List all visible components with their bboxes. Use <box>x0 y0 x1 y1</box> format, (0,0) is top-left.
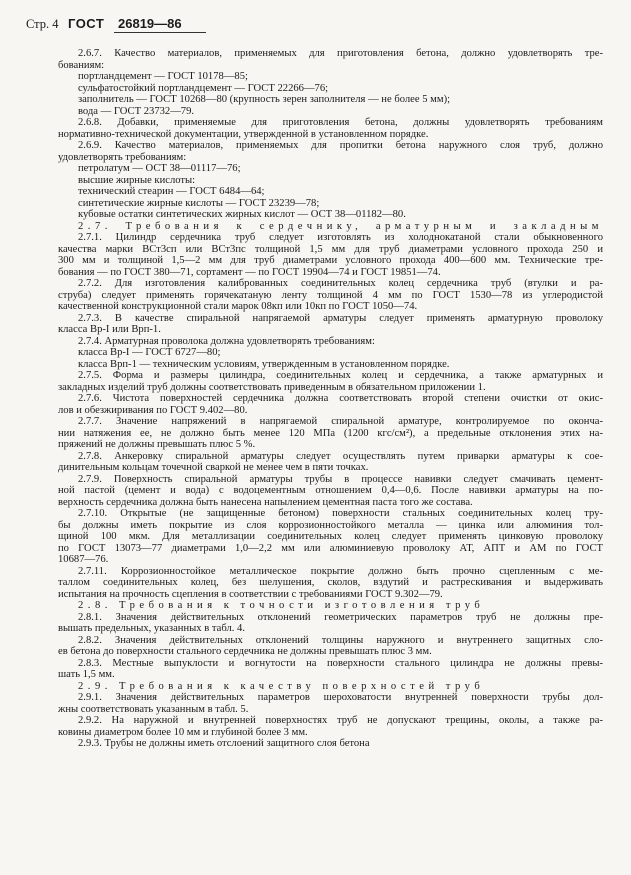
line-text: жны соответствовать указанным в табл. 5. <box>58 703 249 715</box>
line-text: струба) следует применять горячекатаную ленту толщиной 4 мм по ГОСТ 1530—78 из углеродистой <box>58 289 603 301</box>
line-text: 2.7.4. Арматурная проволока должна удовлетворять требованиям: <box>78 335 375 347</box>
line-text: динительным кольцам точечной сваркой не менее чем в пяти точках. <box>58 462 369 473</box>
text-line <box>58 301 603 313</box>
text-line <box>58 60 603 72</box>
text-line <box>58 658 603 670</box>
line-text: лов и обезжиривания по ГОСТ 9.402—80. <box>58 404 248 416</box>
text-line <box>58 370 603 382</box>
line-text: 2.7.5. Форма и размеры цилиндра, соединительных колец и сердечника, а также арматурных и <box>78 370 603 381</box>
line-text: 10687—76. <box>58 554 109 565</box>
text-line <box>58 359 603 371</box>
text-line <box>58 117 603 129</box>
line-text: 2.7.3. В качестве спиральной напрягаемой арматуры следует применять арматурную проволоку <box>78 312 603 324</box>
text-line <box>58 198 603 210</box>
line-text: 2.6.8. Добавки, применяемые для приготовления бетона, должны удовлетворять требованиям <box>78 117 603 128</box>
text-line <box>58 336 603 348</box>
text-line <box>58 267 603 279</box>
line-text: класса Вр-I или Врп-1. <box>58 324 161 335</box>
text-line <box>58 474 603 486</box>
text-line <box>58 646 603 658</box>
text-line <box>58 462 603 474</box>
line-text: 2.7.7. Значение напряжений в напрягаемой спиральной арматуре, контролируемое по оконча- <box>78 416 603 427</box>
line-text: класса Врп-1 — техническим условиям, утвержденным в установленном порядке. <box>78 358 450 370</box>
text-line <box>58 738 603 750</box>
text-line <box>58 244 603 256</box>
text-line <box>58 106 603 118</box>
text-line <box>58 347 603 359</box>
line-text: 2.8. Требования к точности изготовления труб <box>78 600 485 611</box>
section-heading <box>58 681 603 693</box>
line-text: 2.7.2. Для изготовления калиброванных соединительных колец сердечника труб (втулки и ра- <box>78 278 603 289</box>
text-line <box>58 416 603 428</box>
text-line <box>58 704 603 716</box>
text-line <box>58 692 603 704</box>
text-line <box>58 175 603 187</box>
text-line <box>58 497 603 509</box>
line-text: класса Вр-I — ГОСТ 6727—80; <box>78 347 221 358</box>
text-line <box>58 566 603 578</box>
line-text: ковины диаметром более 10 мм и глубиной более 3 мм. <box>58 726 308 738</box>
line-text: бования — по ГОСТ 380—71, сортамент — по ГОСТ 19904—74 и ГОСТ 19851—74. <box>58 266 441 278</box>
text-line <box>58 715 603 727</box>
section-heading <box>58 600 603 612</box>
line-text: 2.8.3. Местные выпуклости и вогнутости на поверхности стального цилиндра не должны превы- <box>78 657 603 669</box>
text-line <box>58 163 603 175</box>
standard-number: 26819—86 <box>118 16 182 31</box>
text-line <box>58 278 603 290</box>
text-line <box>58 152 603 164</box>
text-line <box>58 520 603 532</box>
standard-label: ГОСТ <box>68 16 105 31</box>
line-text: закладных изделий труб должны соответствовать приведенным в обязательном приложении 1. <box>58 381 486 393</box>
text-line <box>58 485 603 497</box>
text-line <box>58 531 603 543</box>
line-text: качественной конструкционной стали марок 08кп или 10кп по ГОСТ 1050—74. <box>58 301 418 312</box>
text-line <box>58 129 603 141</box>
line-text: 2.9. Требования к качеству поверхностей труб <box>78 680 485 692</box>
line-text: 2.9.2. На наружной и внутренней поверхностях труб не допускают трещины, околы, а также ра- <box>78 715 603 726</box>
text-line <box>58 589 603 601</box>
line-text: 2.7.10. Открытые (не защищенные бетоном) поверхности стальных соединительных колец тру- <box>78 508 603 519</box>
line-text: синтетические жирные кислоты — ГОСТ 23239—78; <box>78 197 320 209</box>
line-text: портландцемент — ГОСТ 10178—85; <box>78 71 248 82</box>
text-line <box>58 508 603 520</box>
line-text: испытания на прочность сцепления в соответствии с требованиями ГОСТ 9.302—79. <box>58 588 443 600</box>
text-line <box>58 727 603 739</box>
text-line <box>58 554 603 566</box>
line-text: нии натяжения ее, не должно быть менее 120 МПа (1200 кгс/см²), а предельные отклонения этих на- <box>58 427 603 439</box>
line-text: 2.6.9. Качество материалов, применяемых для пропитки бетона наружного слоя труб, должно <box>78 140 603 151</box>
line-text: верхность сердечника должна быть нанесена напылением цементная паста того же состава. <box>58 496 473 508</box>
text-line <box>58 290 603 302</box>
text-line <box>58 543 603 555</box>
line-text: бованиям: <box>58 59 105 71</box>
line-text: 2.7.11. Коррозионностойкое металлическое покрытие должно быть прочно сцепленным с ме- <box>78 565 603 577</box>
line-text: бы должны иметь покрытие из слоя коррозионностойкого металла — цинка или алюминия тол- <box>58 519 603 531</box>
text-line <box>58 313 603 325</box>
text-line <box>58 393 603 405</box>
line-text: вода — ГОСТ 23732—79. <box>78 105 195 117</box>
line-text: качества марки ВСт3сп или ВСт3пс толщиной 1,5 мм для труб диаметрами условного прохода 250 и <box>58 243 603 255</box>
line-text: 2.7.9. Поверхность спиральной арматуры трубы в процессе навивки следует смачивать цемент- <box>78 473 603 485</box>
line-text: таллом соединительных колец, без шелушения, сколов, вздутий и растрескивания и выдерживать <box>58 577 603 588</box>
line-text: пряжений не должны превышать плюс 5 %. <box>58 439 256 450</box>
line-text: высшие жирные кислоты: <box>78 174 196 186</box>
text-line <box>58 186 603 198</box>
header-underline <box>114 32 206 33</box>
line-text: петролатум — ОСТ 38—01117—76; <box>78 163 241 174</box>
line-text: по ГОСТ 13073—77 диаметрами 1,0—2,2 мм или алюминиевую проволоку АТ, АПТ и АМ по ГОСТ <box>58 542 603 554</box>
line-text: ной пастой (цемент и вода) с водоцементным отношением 0,4—0,6. После навивки арматуры на по- <box>58 485 603 496</box>
line-text: кубовые остатки синтетических жирных кислот — ОСТ 38—01182—80. <box>78 209 406 220</box>
text-line <box>58 405 603 417</box>
line-text: технический стеарин — ГОСТ 6484—64; <box>78 186 265 197</box>
line-text: нормативно-технической документации, утвержденной в установленном порядке. <box>58 128 429 140</box>
line-text: щиной 100 мкм. Для металлизации соединительных колец следует применять цинковую проволоку <box>58 531 603 542</box>
line-text: заполнитель — ГОСТ 10268—80 (крупность зерен заполнителя — не более 5 мм); <box>78 94 451 105</box>
line-text: 2.6.7. Качество материалов, применяемых для приготовления бетона, должно удовлетворять тре- <box>78 48 603 59</box>
text-line <box>58 428 603 440</box>
line-text: 2.7.1. Цилиндр сердечника труб следует изготовлять из холоднокатаной стали обыкновенного <box>78 232 603 243</box>
line-text: ев бетона до поверхности стального сердечника не должны превышать плюс 3 мм. <box>58 646 432 657</box>
text-line <box>58 48 603 60</box>
document-body <box>58 48 603 750</box>
line-text: сульфатостойкий портландцемент — ГОСТ 22266—76; <box>78 82 329 94</box>
text-line <box>58 140 603 152</box>
text-line <box>58 232 603 244</box>
line-text: 2.7. Требования к сердечнику, арматурным и закладным <box>78 220 603 232</box>
line-text: удовлетворять требованиям: <box>58 151 187 163</box>
text-line <box>58 94 603 106</box>
line-text: вышать предельных, указанных в табл. 4. <box>58 623 245 634</box>
text-line <box>58 439 603 451</box>
line-text: 2.7.6. Чистота поверхностей сердечника должна соответствовать второй степени очистки от окис- <box>78 393 603 404</box>
text-line <box>58 382 603 394</box>
text-line <box>58 577 603 589</box>
text-line <box>58 612 603 624</box>
text-line <box>58 83 603 95</box>
line-text: 2.8.1. Значения действительных отклонений геометрических параметров труб не должны пре- <box>78 611 603 623</box>
page-number: Стр. 4 <box>26 17 59 31</box>
text-line <box>58 71 603 83</box>
text-line <box>58 623 603 635</box>
page-header <box>26 14 606 36</box>
text-line <box>58 635 603 647</box>
line-text: 2.9.3. Трубы не должны иметь отслоений защитного слоя бетона <box>78 738 370 749</box>
section-heading <box>58 221 603 233</box>
line-text: 2.9.1. Значения действительных параметров шероховатости внутренней поверхности трубы дол- <box>78 692 603 703</box>
line-text: 300 мм и толщиной 1,5—2 мм для труб диаметрами условного прохода 400—600 мм. Технические тре- <box>58 255 603 266</box>
text-line <box>58 324 603 336</box>
text-line <box>58 209 603 221</box>
line-text: шать 1,5 мм. <box>58 669 115 680</box>
text-line <box>58 255 603 267</box>
text-line <box>58 669 603 681</box>
line-text: 2.7.8. Анкеровку спиральной арматуры следует осуществлять путем приварки арматуры к сое- <box>78 450 603 462</box>
text-line <box>58 451 603 463</box>
line-text: 2.8.2. Значения действительных отклонений толщины наружного и внутреннего защитных сло- <box>78 634 603 646</box>
